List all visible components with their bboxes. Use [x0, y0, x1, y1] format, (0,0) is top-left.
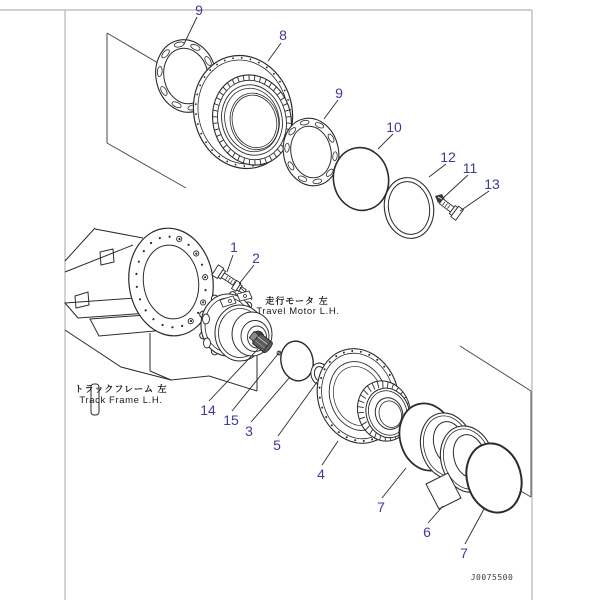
callout-14: 14 — [200, 402, 216, 418]
callout-9-lower: 9 — [335, 85, 343, 101]
callout-11: 11 — [462, 160, 478, 176]
callout-9-upper: 9 — [195, 2, 203, 18]
track-frame-label-en: Track Frame L.H. — [79, 395, 163, 406]
callout-5: 5 — [273, 437, 281, 453]
callout-1: 1 — [230, 239, 238, 255]
callout-12: 12 — [440, 149, 456, 165]
callout-13: 13 — [484, 176, 500, 192]
callout-3: 3 — [245, 423, 253, 439]
callout-15: 15 — [223, 412, 239, 428]
drawing-number: J0075500 — [470, 573, 514, 582]
travel-motor-label-jp: 走行モータ 左 — [265, 296, 329, 306]
track-frame-label-jp: トラックフレーム 左 — [74, 384, 168, 394]
callout-10: 10 — [386, 119, 402, 135]
travel-motor-label-en: Travel Motor L.H. — [256, 306, 340, 317]
callout-7-outer: 7 — [460, 545, 468, 561]
callout-6: 6 — [423, 524, 431, 540]
callout-4: 4 — [317, 466, 325, 482]
callout-2: 2 — [252, 250, 260, 266]
callout-7-inner: 7 — [377, 499, 385, 515]
part-3-o-ring — [277, 338, 317, 384]
callout-8: 8 — [279, 27, 287, 43]
